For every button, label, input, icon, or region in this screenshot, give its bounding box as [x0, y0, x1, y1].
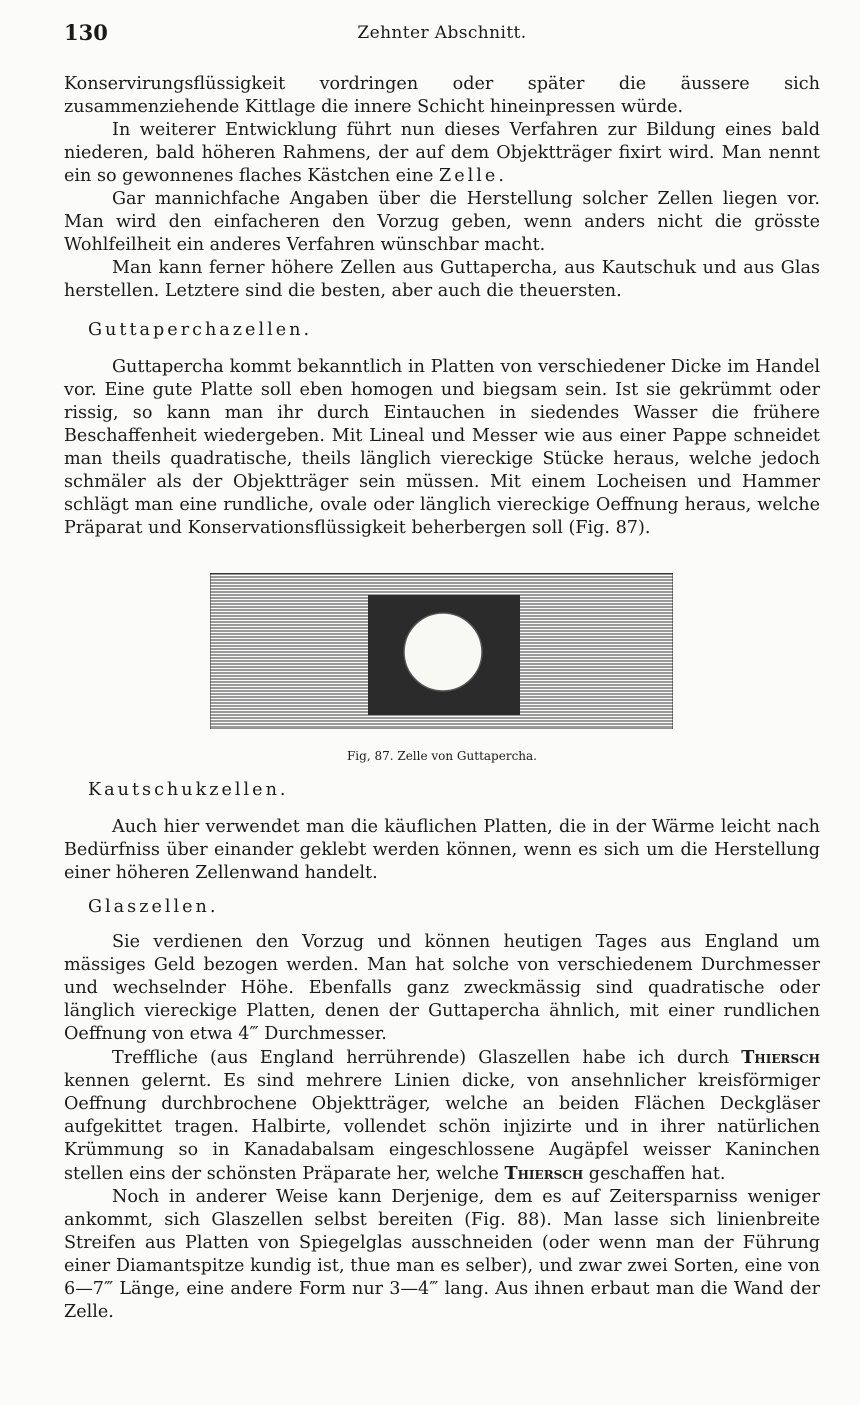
term-zelle: Zelle — [439, 166, 499, 186]
paragraph: Noch in anderer Weise kann Derjenige, dem es auf Zeitersparniss weniger ankommt, sich Glaszellen selbst bereiten (Fig. 88). Man lasse sich linienbreite Streifen aus Platten von Spiegelglas ausschneiden (oder wenn man der Führung einer Diamantspitze kundig ist, thue man es selber), und zwar zwei Sorten, eine von 6—7‴ Länge, eine andere Form nur 3—4‴ lang. Aus ihnen erbaut man die Wand der Zelle. — [64, 1187, 820, 1322]
kautschuk-block — [64, 816, 820, 885]
text-run: Treffliche (aus England herrührende) Glaszellen habe ich durch — [112, 1048, 742, 1068]
glas-block — [64, 931, 820, 1324]
paragraph: Sie verdienen den Vorzug und können heutigen Tages aus England um mässiges Geld bezogen werden. Man hat solche von verschiedenem Durchmesser und wechselnder Höhe. Ebenfalls ganz zweckmässig sind quadratische oder länglich viereckige Platten, denen der Guttapercha ähnlich, mit einer rundlichen Oeffnung von etwa 4‴ Durchmesser. — [64, 932, 820, 1044]
intro-block — [64, 73, 820, 303]
text-run: geschaffen hat. — [583, 1164, 726, 1184]
author-name: Thiersch — [504, 1163, 584, 1184]
paragraph — [64, 1046, 820, 1186]
paragraph: Man kann ferner höhere Zellen aus Guttapercha, aus Kautschuk und aus Glas herstellen. Letztere sind die besten, aber auch die theuersten. — [64, 258, 820, 301]
heading-glaszellen: Glaszellen. — [88, 897, 219, 917]
figure-87-illustration — [210, 573, 673, 729]
cell-opening — [404, 613, 482, 691]
heading-kautschukzellen: Kautschukzellen. — [88, 780, 289, 800]
text-run: kennen gelernt. Es sind mehrere Linien dicke, von ansehnlicher kreisförmiger Oeffnung durchbrochene Objektträger, welche an beiden Flächen Deckgläser aufgekittet tragen. Halbirte, vollendet schön injizirte und in ihrer natürlichen Krümmung so in Kanadabalsam eingeschlossene Augäpfel weisser Kaninchen stellen eins der schönsten Präparate her, welche — [64, 1071, 820, 1184]
paragraph — [64, 119, 820, 188]
text-run: . — [498, 166, 504, 186]
heading-guttaperchazellen: Guttaperchazellen. — [88, 320, 313, 340]
paragraph: Auch hier verwendet man die käuflichen Platten, die in der Wärme leicht nach Bedürfniss über einander geklebt werden können, wenn es sich um die Herstellung einer höheren Zellenwand handelt. — [64, 817, 820, 883]
text-run: In weiterer Entwicklung führt nun dieses Verfahren zur Bildung eines bald niederen, bald höheren Rahmens, der auf dem Objektträger fixirt wird. Man nennt ein so gewonnenes flaches Kästchen eine — [64, 120, 820, 186]
figure-caption: Fig, 87. Zelle von Guttapercha. — [346, 749, 537, 763]
paragraph: Gar mannichfache Angaben über die Herstellung solcher Zellen liegen vor. Man wird den einfacheren den Vorzug geben, wenn anders nicht die grösste Wohlfeilheit ein anderes Verfahren wünschbar macht. — [64, 189, 820, 255]
paragraph: Guttapercha kommt bekanntlich in Platten von verschiedener Dicke im Handel vor. Eine gute Platte soll eben homogen und biegsam sein. Ist sie gekrümmt oder rissig, so kann man ihr durch Eintauchen in siedendes Wasser die frühere Beschaffenheit wiedergeben. Mit Lineal und Messer wie aus einer Pappe schneidet man theils quadratische, theils länglich viereckige Stücke heraus, welche jedoch schmäler als der Objektträger sein müssen. Mit einem Locheisen und Hammer schlägt man eine rundliche, ovale oder länglich viereckige Oeffnung heraus, welche Präparat und Konservationsflüssigkeit beherbergen soll (Fig. 87). — [64, 357, 820, 538]
page-number: 130 — [64, 20, 108, 45]
paragraph: Konservirungsflüssigkeit vordringen oder später die äussere sich zusammenziehende Kittlage die innere Schicht hineinpressen würde. — [64, 74, 820, 117]
page-header — [64, 20, 820, 50]
author-name: Thiersch — [741, 1047, 820, 1068]
gutta-block — [64, 356, 820, 540]
running-head: Zehnter Abschnitt. — [357, 23, 527, 43]
